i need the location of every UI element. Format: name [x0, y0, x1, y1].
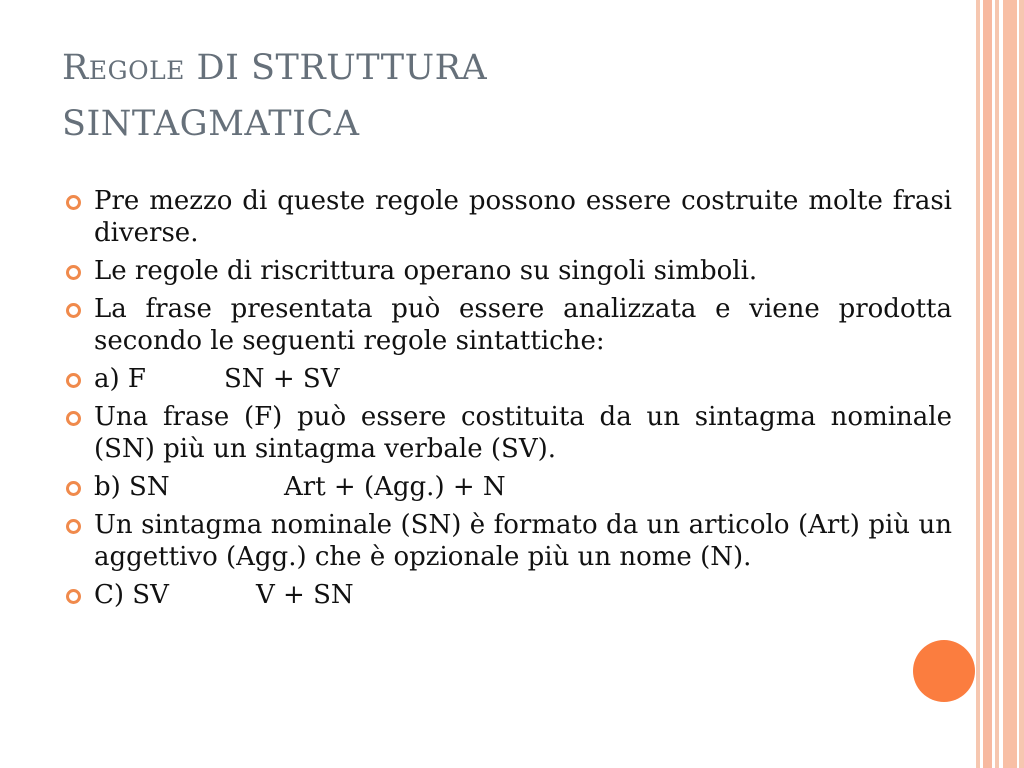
rule-item [66, 579, 952, 611]
bullet-icon [66, 265, 81, 280]
bullet-icon [66, 373, 81, 388]
title-part1: Regole [62, 48, 185, 88]
rule-item [66, 363, 952, 395]
decorative-stripe [995, 0, 999, 768]
decorative-circle [913, 640, 975, 702]
decorative-stripe [976, 0, 980, 768]
bullet-item [66, 185, 952, 249]
bullet-icon [66, 519, 81, 534]
bullet-list [66, 185, 952, 617]
rule-right: Art + (Agg.) + N [284, 472, 506, 502]
rule-item [66, 471, 952, 503]
decorative-stripe [983, 0, 992, 768]
bullet-text: Una frase (F) può essere costituita da un sintagma nominale (SN) più un sintagma verbale (SV). [94, 402, 952, 464]
rule-right: SN + SV [224, 364, 340, 394]
bullet-text: Pre mezzo di queste regole possono essere costruite molte frasi diverse. [94, 186, 952, 248]
bullet-icon [66, 589, 81, 604]
bullet-item [66, 293, 952, 357]
rule-left: C) SV [94, 580, 169, 610]
bullet-icon [66, 481, 81, 496]
bullet-icon [66, 303, 81, 318]
rule-left: a) F [94, 364, 146, 394]
bullet-text: La frase presentata può essere analizzata e viene prodotta secondo le seguenti regole sintattiche: [94, 294, 952, 356]
title-part2: DI STRUTTURA [184, 48, 488, 88]
bullet-icon [66, 195, 81, 210]
bullet-text: Le regole di riscrittura operano su singoli simboli. [94, 256, 758, 286]
decorative-stripe [1019, 0, 1024, 768]
decorative-stripe [1003, 0, 1017, 768]
bullet-item [66, 401, 952, 465]
title-line2: SINTAGMATICA [62, 104, 360, 144]
slide-title [62, 40, 942, 152]
bullet-icon [66, 411, 81, 426]
rule-right: V + SN [256, 580, 354, 610]
rule-left: b) SN [94, 472, 170, 502]
bullet-item [66, 509, 952, 573]
bullet-item [66, 255, 952, 287]
bullet-text: Un sintagma nominale (SN) è formato da un articolo (Art) più un aggettivo (Agg.) che è opzionale più un nome (N). [94, 510, 952, 572]
